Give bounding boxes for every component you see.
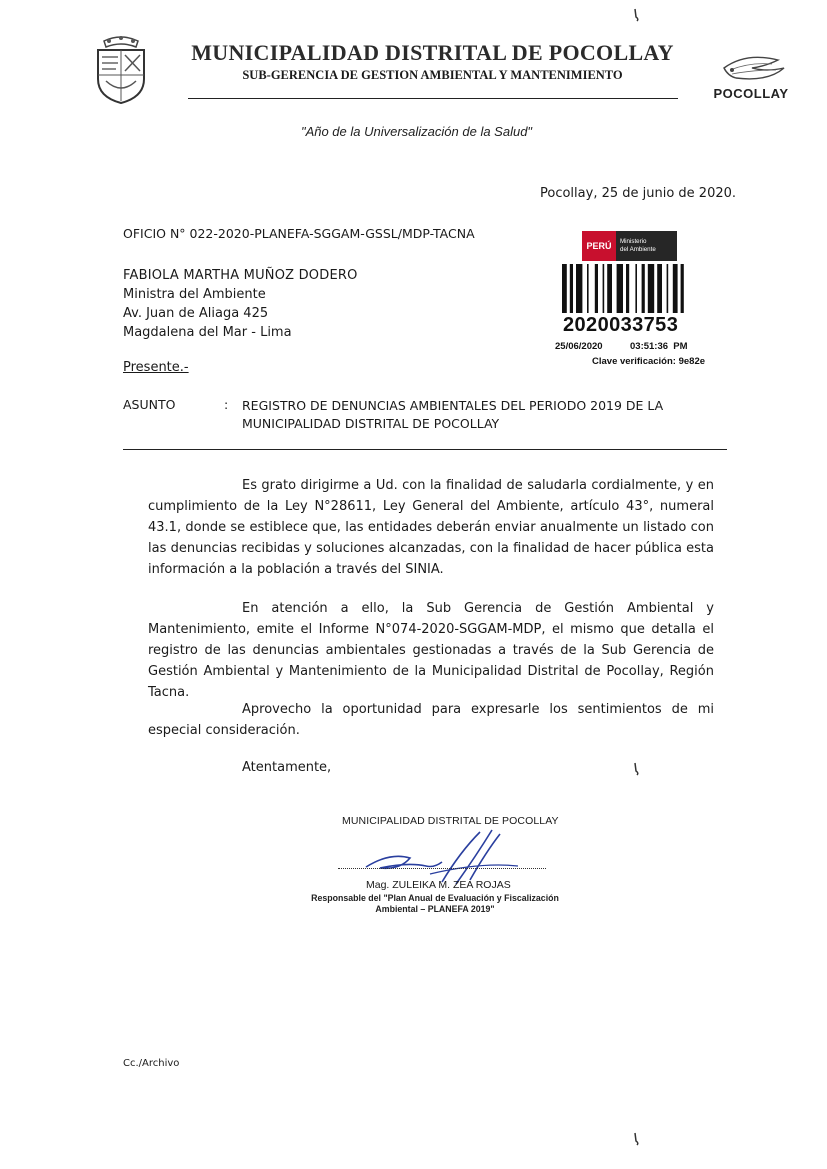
brand-name: POCOLLAY xyxy=(713,86,789,101)
barcode-bar xyxy=(667,264,669,313)
recipient-city: Magdalena del Mar - Lima xyxy=(123,325,292,340)
role-line-1: Responsable del "Plan Anual de Evaluación y Fiscalización xyxy=(311,893,559,903)
ministry-line-1: Ministerio xyxy=(620,238,647,245)
ministry-label xyxy=(620,238,676,253)
closing: Atentamente, xyxy=(242,760,332,775)
oficio-number: OFICIO N° 022-2020-PLANEFA-SGGAM-GSSL/MDP-TACNA xyxy=(123,226,475,241)
page-mark-icon xyxy=(632,1132,642,1146)
barcode-bar xyxy=(648,264,654,313)
barcode-bar xyxy=(587,264,589,313)
barcode-bar xyxy=(562,264,567,313)
page-mark-icon xyxy=(632,8,642,22)
presente-label: Presente.- xyxy=(123,360,189,375)
body-paragraph xyxy=(148,598,714,703)
verification-key: Clave verificación: 9e82e xyxy=(592,356,706,367)
barcode-icon xyxy=(562,264,696,313)
body-paragraph xyxy=(148,475,714,580)
barcode-bar xyxy=(642,264,645,313)
barcode-bar xyxy=(607,264,612,313)
stamp-time: 03:51:36 PM xyxy=(630,341,688,352)
pocollay-logo-icon xyxy=(706,48,798,118)
signatory-role xyxy=(310,893,560,914)
role-line-2: Ambiental – PLANEFA 2019" xyxy=(375,903,495,914)
ministry-badge xyxy=(582,231,677,261)
barcode-bar xyxy=(617,264,623,313)
body-paragraph xyxy=(148,699,714,741)
header-divider xyxy=(188,98,678,99)
subject-divider xyxy=(123,449,727,450)
barcode-bar xyxy=(673,264,678,313)
asunto-line-2: MUNICIPALIDAD DISTRITAL DE POCOLLAY xyxy=(242,416,500,431)
stamp-date: 25/06/2020 xyxy=(555,341,603,352)
barcode-bar xyxy=(681,264,684,313)
stamp-number: 2020033753 xyxy=(563,314,679,336)
year-motto: "Año de la Universalización de la Salud" xyxy=(300,124,533,139)
asunto-text xyxy=(242,397,702,433)
barcode-bar xyxy=(603,264,605,313)
place-date: Pocollay, 25 de junio de 2020. xyxy=(540,186,737,201)
paragraph-text-2: En atención a ello, la Sub Gerencia de Gestión Ambiental y Mantenimiento, emite el Informe N°074-2020-SGGAM-MDP, el mismo que detalla el registro de las denuncias ambientales gestionadas a través de la Sub Gerencia de Gestión Ambiental y Mantenimiento de la Municipalidad Distrital de Pocollay, Región Tacna. xyxy=(148,601,714,700)
signature-line xyxy=(338,868,546,869)
peru-label: PERÚ xyxy=(582,231,616,261)
barcode-bar xyxy=(626,264,629,313)
barcode-bar xyxy=(595,264,598,313)
paragraph-text-1: Es grato dirigirme a Ud. con la finalidad de saludarla cordialmente, y en cumplimiento de la Ley N°28611, Ley General del Ambiente, artículo 43°, numeral 43.1, donde se estiblece que, las entidades deberán enviar anualmente un listado con las denuncias recibidas y soluciones alcanzadas, con la finalidad de hacer pública esta información a la población a través del SINIA. xyxy=(148,478,714,577)
barcode-bar xyxy=(657,264,662,313)
cc-note: Cc./Archivo xyxy=(123,1058,180,1069)
page-mark-icon xyxy=(632,762,642,776)
ministry-line-2: del Ambiente xyxy=(620,245,656,253)
barcode-bar xyxy=(570,264,573,313)
signatory-name: Mag. ZULEIKA M. ZEA ROJAS xyxy=(366,879,511,891)
barcode-bar xyxy=(576,264,582,313)
recipient-name: FABIOLA MARTHA MUÑOZ DODERO xyxy=(123,268,358,283)
signature-organization: MUNICIPALIDAD DISTRITAL DE POCOLLAY xyxy=(342,815,559,827)
barcode-bar xyxy=(635,264,637,313)
asunto-label: ASUNTO xyxy=(123,397,176,412)
paragraph-text-3: Aprovecho la oportunidad para expresarle los sentimientos de mi especial consideración. xyxy=(148,702,714,738)
municipal-crest-icon xyxy=(92,35,150,105)
letterhead-subtitle: SUB-GERENCIA DE GESTION AMBIENTAL Y MANTENIMIENTO xyxy=(242,68,623,82)
recipient-address: Av. Juan de Aliaga 425 xyxy=(123,306,269,321)
asunto-line-1: REGISTRO DE DENUNCIAS AMBIENTALES DEL PERIODO 2019 DE LA xyxy=(242,398,664,413)
recipient-block xyxy=(123,266,358,342)
recipient-role: Ministra del Ambiente xyxy=(123,287,266,302)
asunto-colon: : xyxy=(224,397,229,412)
letterhead-title: MUNICIPALIDAD DISTRITAL DE POCOLLAY xyxy=(191,40,674,65)
